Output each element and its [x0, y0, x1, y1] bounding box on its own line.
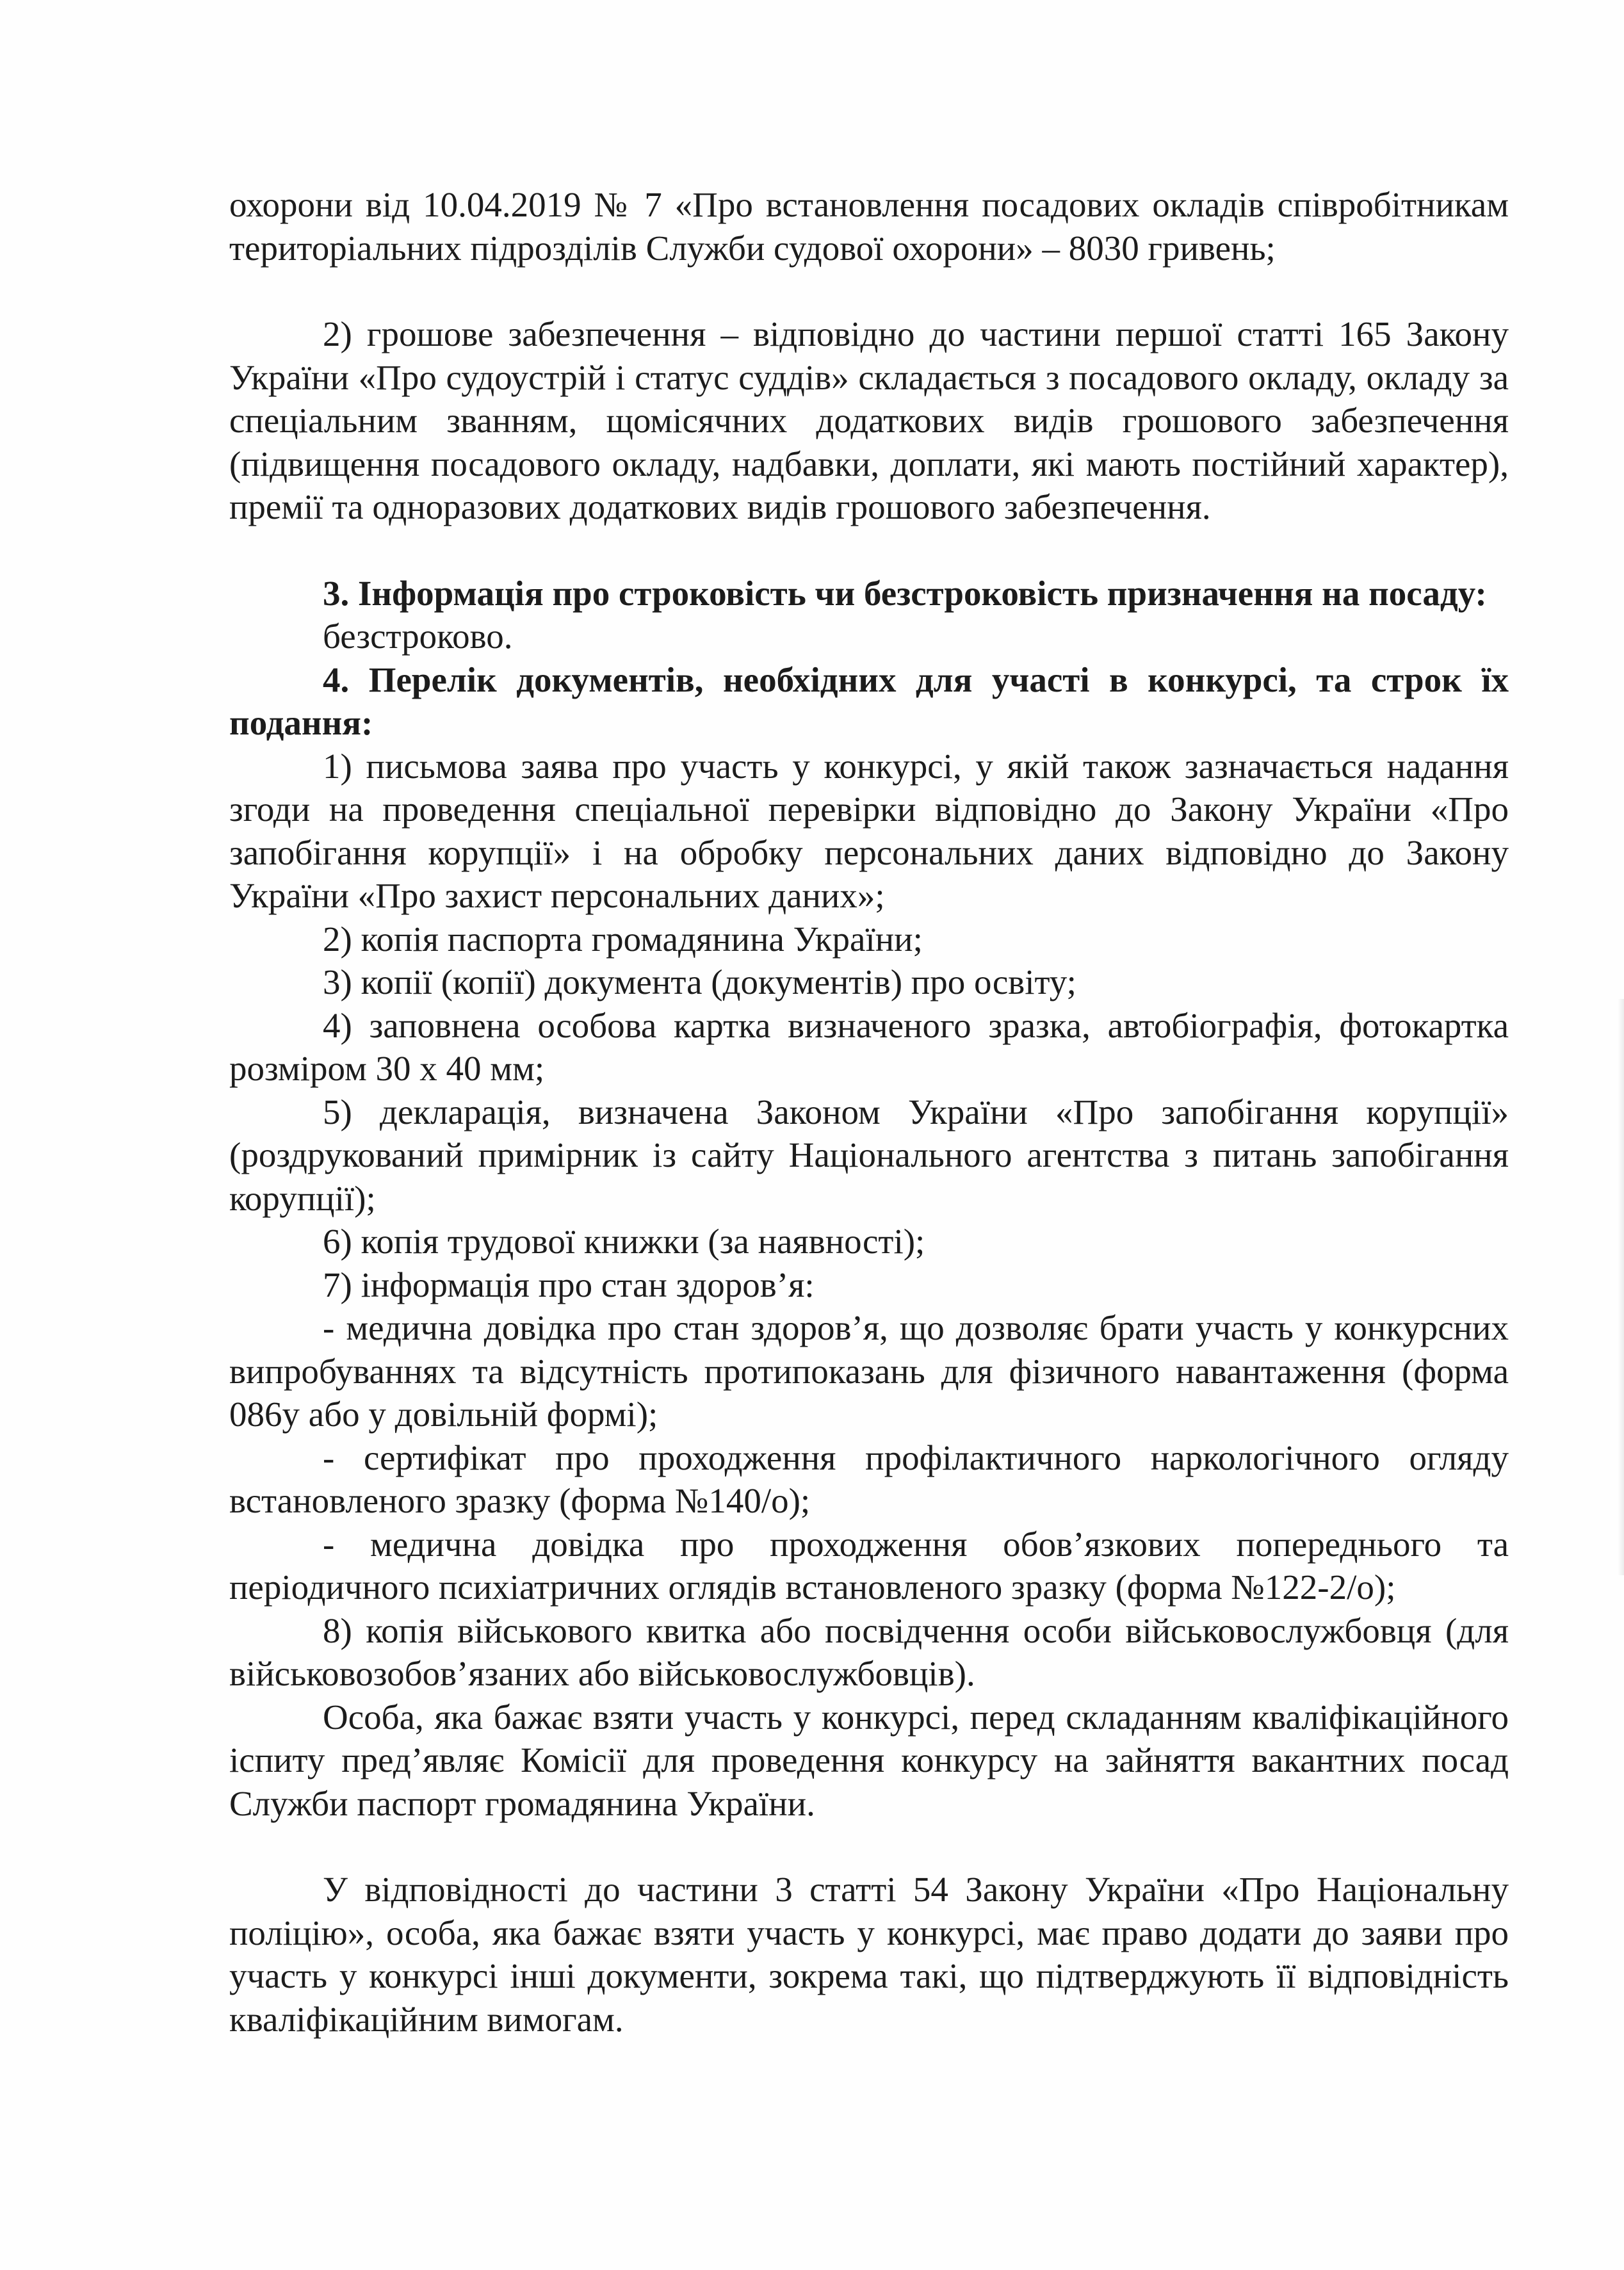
- document-body: [229, 183, 1509, 2041]
- list-item: 1) письмова заява про участь у конкурсі, у якій також зазначається надання згоди на проведення спеціальної перевірки відповідно до Закону України «Про запобігання корупції» і на обробку персональних даних відповідно до Закону України «Про захист персональних даних»;: [229, 746, 1509, 915]
- list-item: 5) декларація, визначена Законом України «Про запобігання корупції» (роздрукований примірник із сайту Національного агентства з питань запобігання корупції);: [229, 1092, 1509, 1218]
- list-item: 3) копії (копії) документа (документів) про освіту;: [323, 962, 1076, 1001]
- list-item: 2) копія паспорта громадянина України;: [323, 919, 923, 959]
- list-item: 7) інформація про стан здоров’я:: [323, 1265, 815, 1304]
- police-law-paragraph: У відповідності до частини 3 статті 54 Закону України «Про Національну поліцію», особа, яка бажає взяти участь у конкурсі, має право додати до заяви про участь у конкурсі інші документи, зокрема такі, що підтверджують її відповідність кваліфікаційним вимогам.: [229, 1870, 1509, 2039]
- section-3-value: безстроково.: [323, 617, 513, 656]
- continuation-paragraph: охорони від 10.04.2019 № 7 «Про встановлення посадових окладів співробітникам територіальних підрозділів Служби судової охорони» – 8030 гривень;: [229, 185, 1509, 268]
- documents-list: [229, 745, 1509, 1696]
- list-item: - медична довідка про проходження обов’язкових попереднього та періодичного психіатричних оглядів встановленого зразку (форма №122-2/о);: [229, 1524, 1509, 1607]
- list-item: 8) копія військового квитка або посвідчення особи військовослужбовця (для військовозобов’язаних або військовослужбовців).: [229, 1610, 1509, 1693]
- list-item: 6) копія трудової книжки (за наявності);: [323, 1222, 925, 1261]
- list-item: - сертифікат про проходження профілактичного наркологічного огляду встановленого зразку (форма №140/о);: [229, 1438, 1509, 1520]
- list-item: 4) заповнена особова картка визначеного зразка, автобіографія, фотокартка розміром 30 х 40 мм;: [229, 1005, 1509, 1088]
- scan-edge-shadow: [1618, 999, 1624, 1575]
- section-3-heading: 3. Інформація про строковість чи безстроковість призначення на посаду:: [323, 573, 1487, 613]
- salary-item-2: 2) грошове забезпечення – відповідно до частини першої статті 165 Закону України «Про судоустрій і статус суддів» складається з посадового окладу, окладу за спеціальним званням, щомісячних додаткових видів грошового забезпечення (підвищення посадового окладу, надбавки, доплати, які мають постійний характер), премії та одноразових додаткових видів грошового забезпечення.: [229, 314, 1509, 526]
- passport-paragraph: Особа, яка бажає взяти участь у конкурсі, перед складанням кваліфікаційного іспиту пред’являє Комісії для проведення конкурсу на зайняття вакантних посад Служби паспорт громадянина України.: [229, 1697, 1509, 1823]
- list-item: - медична довідка про стан здоров’я, що дозволяє брати участь у конкурсних випробуваннях та відсутність протипоказань для фізичного навантаження (форма 086у або у довільній формі);: [229, 1308, 1509, 1434]
- section-4-heading: 4. Перелік документів, необхідних для участі в конкурсі, та строк їх подання:: [229, 660, 1509, 742]
